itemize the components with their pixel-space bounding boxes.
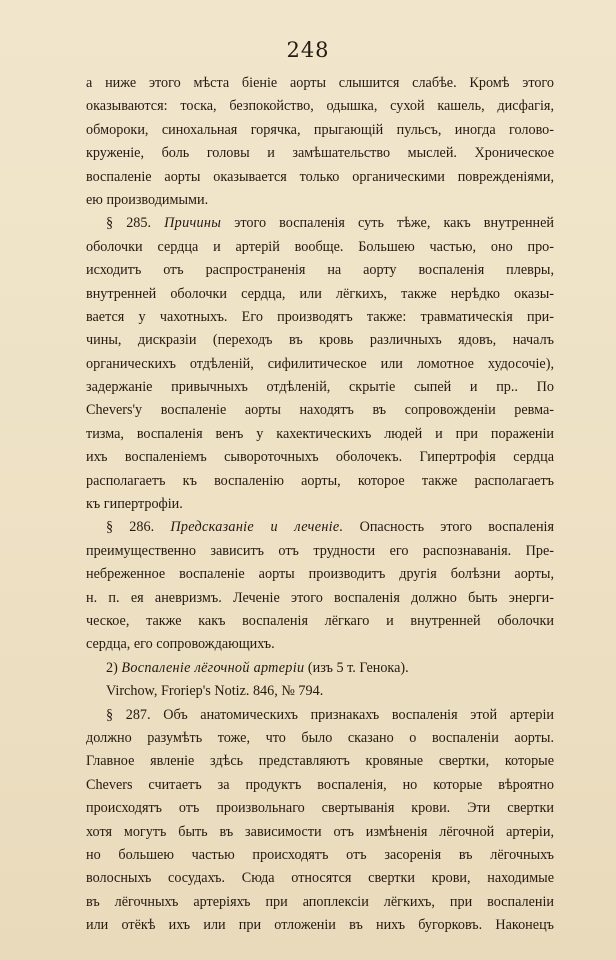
- text-line: [86, 821, 554, 844]
- line-text: Chevers'у воспаленіе аорты находятъ въ сопровожденіи ревма-: [86, 402, 554, 419]
- line-text: оболочки сердца и артерій вообще. Большею частью, оно про-: [86, 238, 554, 255]
- line-text: въ лёгочныхъ артеріяхъ при апоплексіи лёгкихъ, при воспаленіи: [86, 893, 554, 910]
- line-text: этого воспаленія суть тѣже, какъ внутренней: [234, 215, 554, 232]
- body-text: [86, 72, 554, 937]
- line-text: органическихъ отдѣленій, сифилитическое или ломотное худосочіе),: [86, 355, 554, 372]
- line-text: обмороки, синохальная горячка, прыгающій пульсъ, иногда голово-: [86, 121, 554, 138]
- text-line: [86, 236, 554, 259]
- line-text: волосныхъ сосудахъ. Сюда относятся свертки крови, находимые: [86, 870, 554, 887]
- text-line: [86, 750, 554, 773]
- line-text: преимущественно зависитъ отъ трудности его распознаванія. Пре-: [86, 542, 554, 559]
- line-text: тизма, воспаленія венъ у кахектическихъ людей и при пораженіи: [86, 425, 554, 442]
- text-line: [86, 329, 554, 352]
- line-text: сердца, его сопровождающихъ.: [86, 636, 275, 653]
- line-text: оказываются: тоска, безпокойство, одышка, сухой кашель, дисфагія,: [86, 98, 554, 115]
- text-line: [86, 891, 554, 914]
- line-text: небреженное воспаленіе аорты производитъ другія болѣзни аорты,: [86, 566, 554, 583]
- text-line: [86, 259, 554, 282]
- text-line: [86, 610, 554, 633]
- text-line: [86, 727, 554, 750]
- text-line: [86, 704, 554, 727]
- line-text: исходитъ отъ распространенія на аорту воспаленія плевры,: [86, 262, 554, 279]
- text-line: [86, 470, 554, 493]
- text-line: [86, 95, 554, 118]
- section-number: 2): [106, 659, 118, 676]
- line-text: Главное явленіе здѣсь представляютъ кровяные свертки, которые: [86, 753, 554, 770]
- line-text: а ниже этого мѣста біеніе аорты слышится слабѣе. Кромѣ этого: [86, 75, 554, 91]
- text-line: [86, 353, 554, 376]
- text-line: [86, 633, 554, 656]
- line-text: должно разумѣть тоже, что было сказано о воспаленіи аорты.: [86, 729, 554, 746]
- line-text: Chevers считаетъ за продуктъ воспаленія, но которые вѣроятно: [86, 776, 554, 793]
- line-text: Опасность этого воспаленія: [359, 519, 554, 536]
- text-line: [86, 914, 554, 937]
- section-title: Причины: [164, 215, 222, 232]
- line-text: н. п. ея аневризмъ. Леченіе этого воспаленія должно быть энерги-: [86, 589, 554, 606]
- text-line: [86, 119, 554, 142]
- text-line: [86, 493, 554, 516]
- line-text: воспаленіе аорты оказывается только органическими поврежденіями,: [86, 168, 554, 185]
- text-line: [86, 680, 554, 703]
- section-number: § 286.: [106, 519, 155, 536]
- section-title: Предсказаніе и леченіе.: [170, 519, 344, 536]
- line-text: располагаетъ къ воспаленію аорты, которое также располагаетъ: [86, 472, 554, 489]
- text-line: [86, 189, 554, 212]
- line-text: (изъ 5 т. Генока).: [307, 659, 409, 676]
- text-line: [86, 657, 554, 680]
- text-line: [86, 516, 554, 539]
- text-line: [86, 376, 554, 399]
- text-line: [86, 72, 554, 95]
- text-line: [86, 867, 554, 890]
- section-number: § 287.: [106, 706, 151, 723]
- line-text: задержаніе привычныхъ отдѣленій, скрытіе сыпей и пр.. По: [86, 379, 554, 396]
- line-text: но большею частью происходятъ отъ засоренія въ лёгочныхъ: [86, 846, 554, 863]
- line-text: или отёкѣ ихъ или при отложеніи въ нихъ бугорковъ. Наконецъ: [86, 917, 554, 934]
- section-title: Воспаленіе лёгочной артеріи: [121, 659, 305, 676]
- line-text: Virchow, Frorieр's Notiz. 846, № 794.: [106, 683, 324, 700]
- section-number: § 285.: [106, 215, 152, 232]
- text-line: [86, 423, 554, 446]
- line-text: къ гипертрофіи.: [86, 496, 183, 513]
- line-text: происходятъ отъ произвольнаго свертыванія крови. Эти свертки: [86, 800, 554, 817]
- line-text: Объ анатомическихъ признакахъ воспаленія этой артеріи: [163, 706, 554, 723]
- page-number: 248: [286, 38, 330, 62]
- line-text: ею производимыми.: [86, 191, 209, 208]
- text-line: [86, 774, 554, 797]
- text-line: [86, 587, 554, 610]
- text-line: [86, 212, 554, 235]
- text-line: [86, 142, 554, 165]
- line-text: внутренней оболочки сердца, или лёгкихъ, также нерѣдко оказы-: [86, 285, 554, 302]
- line-text: хотя могутъ быть въ зависимости отъ измѣненія лёгочной артеріи,: [86, 823, 554, 840]
- text-line: [86, 540, 554, 563]
- line-text: ческое, также какъ воспаленія лёгкаго и внутренней оболочки: [86, 612, 554, 629]
- text-line: [86, 844, 554, 867]
- line-text: круженіе, боль головы и замѣшательство мыслей. Хроническое: [86, 145, 554, 162]
- text-line: [86, 399, 554, 422]
- text-line: [86, 283, 554, 306]
- text-line: [86, 797, 554, 820]
- text-line: [86, 166, 554, 189]
- line-text: вается у чахотныхъ. Его производятъ также: травматическія при-: [86, 308, 554, 325]
- text-line: [86, 563, 554, 586]
- text-line: [86, 446, 554, 469]
- line-text: чины, дискразіи (переходъ въ кровь различныхъ ядовъ, началъ: [86, 332, 554, 349]
- line-text: ихъ воспаленіемъ сывороточныхъ оболочекъ. Гипертрофія сердца: [86, 449, 554, 466]
- text-line: [86, 306, 554, 329]
